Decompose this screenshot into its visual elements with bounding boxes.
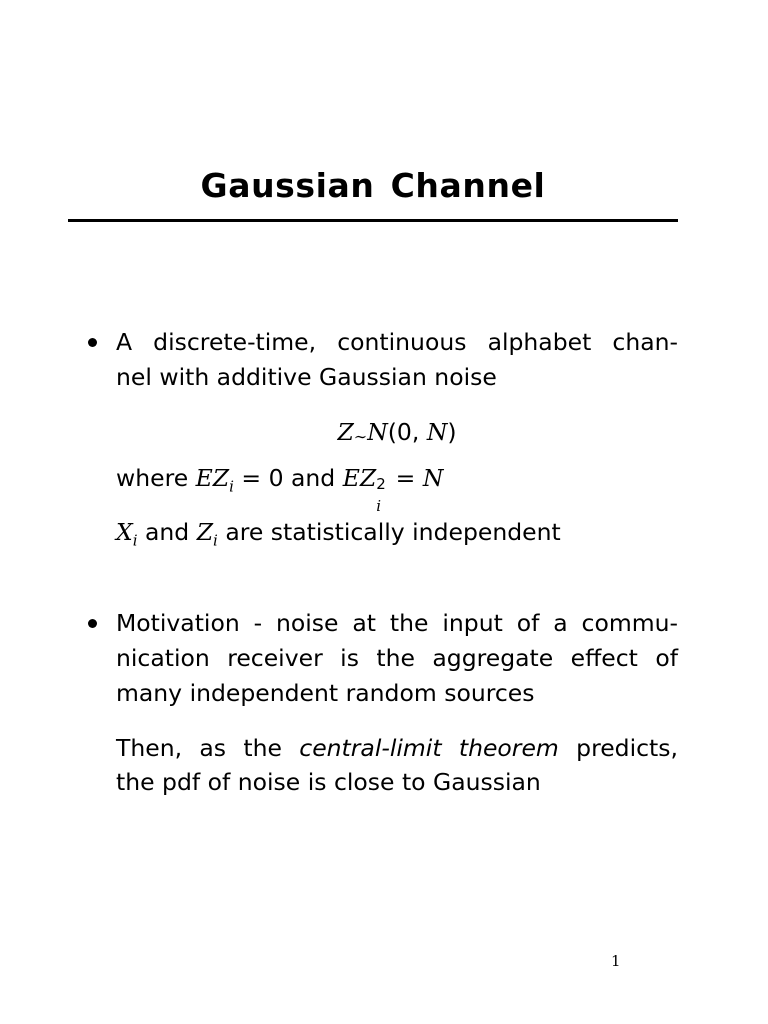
bullet2-line2: nication receiver is the aggregate effect of bbox=[116, 644, 678, 672]
formula-comma: , bbox=[411, 418, 427, 446]
noise-var: Z bbox=[196, 518, 214, 546]
where-line bbox=[116, 463, 444, 515]
page-number: 1 bbox=[611, 952, 621, 970]
variance-eq: = bbox=[388, 464, 423, 492]
formula-zero: 0 bbox=[396, 418, 412, 446]
variance-expr: EZ bbox=[342, 464, 377, 492]
bullet-marker-2 bbox=[88, 619, 97, 628]
bullet2-line1: Motivation - noise at the input of a commu- bbox=[116, 609, 678, 637]
formula-var: Z bbox=[337, 418, 354, 446]
bullet2-line3: many independent random sources bbox=[116, 679, 535, 707]
independence-line bbox=[116, 517, 561, 550]
mean-eq: = bbox=[233, 464, 269, 492]
input-sub: i bbox=[132, 531, 138, 550]
variance-value: N bbox=[422, 464, 444, 492]
formula-normal: N bbox=[367, 418, 388, 446]
title-rule bbox=[68, 219, 678, 222]
formula-param: N bbox=[426, 418, 448, 446]
noise-sub: i bbox=[213, 531, 218, 550]
mean-value: 0 bbox=[268, 464, 284, 492]
formula-close-paren: ) bbox=[447, 418, 457, 446]
bullet1-line1: A discrete-time, continuous alphabet chan- bbox=[116, 328, 678, 356]
and-text: and bbox=[283, 464, 343, 492]
mean-sub: i bbox=[229, 477, 234, 496]
formula-tilde: ∼ bbox=[353, 427, 368, 446]
input-var: X bbox=[116, 518, 133, 546]
clt-emphasis: central-limit theorem bbox=[299, 734, 559, 762]
clt-line bbox=[116, 733, 678, 763]
bullet-marker-1 bbox=[88, 338, 97, 347]
variance-sub: i bbox=[376, 497, 381, 515]
independence-text: are statistically independent bbox=[217, 518, 561, 546]
noise-distribution-formula bbox=[0, 417, 768, 452]
and-text-2: and bbox=[137, 518, 197, 546]
bullet1-line2: nel with additive Gaussian noise bbox=[116, 363, 497, 391]
variance-sup: 2 bbox=[376, 475, 386, 493]
clt-before: Then, as the bbox=[116, 734, 300, 762]
slide-title: Gaussian Channel bbox=[200, 166, 546, 205]
mean-expr: EZ bbox=[195, 464, 230, 492]
clt-after: predicts, bbox=[558, 734, 678, 762]
bullet2-line5: the pdf of noise is close to Gaussian bbox=[116, 768, 541, 796]
formula-open-paren: ( bbox=[387, 418, 397, 446]
where-text: where bbox=[116, 464, 196, 492]
